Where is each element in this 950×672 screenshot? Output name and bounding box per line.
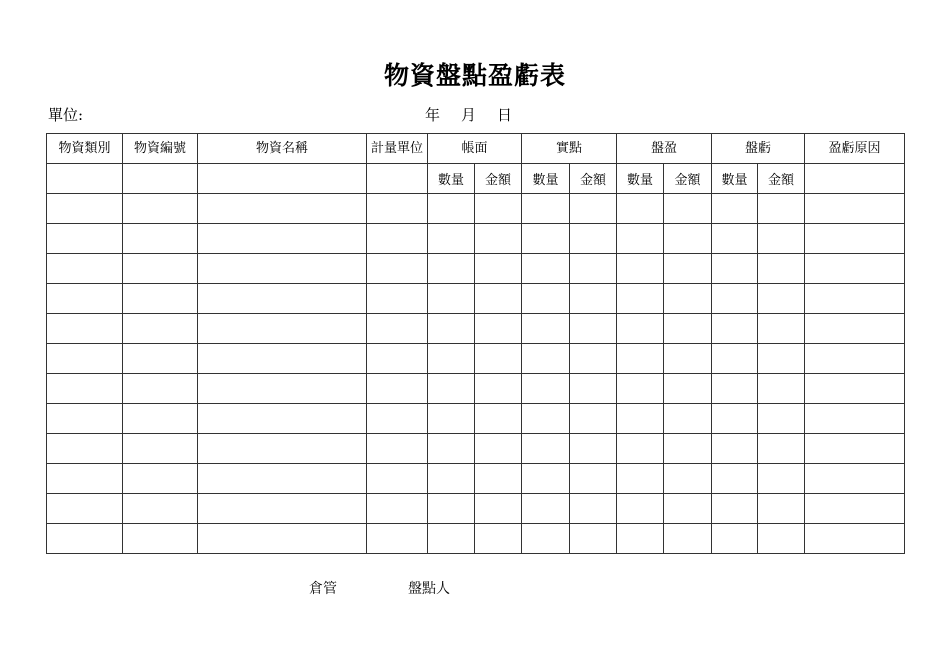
sub-header-book-amount: 金額 [475,164,522,194]
table-cell[interactable] [712,434,758,464]
table-cell[interactable] [805,374,905,404]
table-cell[interactable] [123,524,198,554]
table-cell[interactable] [123,434,198,464]
table-cell[interactable] [617,314,664,344]
table-cell[interactable] [367,344,428,374]
table-cell[interactable] [428,284,475,314]
table-cell[interactable] [664,224,712,254]
header-unit: 計量單位 [367,134,428,164]
table-cell[interactable] [758,314,805,344]
table-cell[interactable] [198,494,367,524]
table-cell[interactable] [367,494,428,524]
table-cell[interactable] [475,194,522,224]
table-cell[interactable] [570,314,617,344]
table-cell[interactable] [123,404,198,434]
table-cell[interactable] [664,254,712,284]
table-cell[interactable] [522,494,570,524]
table-cell[interactable] [758,374,805,404]
table-cell[interactable] [47,434,123,464]
table-cell[interactable] [712,464,758,494]
table-cell[interactable] [522,404,570,434]
table-cell[interactable] [570,194,617,224]
table-cell[interactable] [522,314,570,344]
table-cell[interactable] [475,344,522,374]
table-cell[interactable] [617,434,664,464]
table-cell[interactable] [664,494,712,524]
table-cell[interactable] [123,314,198,344]
table-row [47,524,905,554]
table-cell[interactable] [522,284,570,314]
table-cell[interactable] [367,374,428,404]
sub-header-surplus-amount: 金額 [664,164,712,194]
table-cell[interactable] [367,194,428,224]
table-cell[interactable] [475,404,522,434]
table-body [47,194,905,554]
inventory-table [46,133,905,554]
table-cell[interactable] [712,194,758,224]
table-cell[interactable] [570,224,617,254]
sub-header-empty [123,164,198,194]
table-cell[interactable] [198,464,367,494]
table-cell[interactable] [367,254,428,284]
table-cell[interactable] [475,284,522,314]
table-cell[interactable] [475,464,522,494]
table-cell[interactable] [570,524,617,554]
table-cell[interactable] [428,524,475,554]
table-cell[interactable] [617,344,664,374]
table-cell[interactable] [123,494,198,524]
table-cell[interactable] [47,374,123,404]
table-cell[interactable] [570,494,617,524]
table-cell[interactable] [47,464,123,494]
table-cell[interactable] [570,344,617,374]
table-cell[interactable] [522,464,570,494]
table-cell[interactable] [367,404,428,434]
table-cell[interactable] [664,314,712,344]
table-cell[interactable] [123,254,198,284]
sub-header-deficit-amount: 金額 [758,164,805,194]
table-cell[interactable] [712,494,758,524]
table-cell[interactable] [758,344,805,374]
table-cell[interactable] [522,194,570,224]
table-cell[interactable] [664,284,712,314]
table-cell[interactable] [570,284,617,314]
sub-header-empty [367,164,428,194]
table-row [47,224,905,254]
table-cell[interactable] [664,524,712,554]
table-cell[interactable] [805,494,905,524]
date-month-label: 月 [461,106,477,124]
date-year-label: 年 [425,106,441,124]
table-cell[interactable] [428,344,475,374]
table-cell[interactable] [758,224,805,254]
table-cell[interactable] [198,284,367,314]
table-cell[interactable] [664,434,712,464]
table-cell[interactable] [475,314,522,344]
table-cell[interactable] [522,524,570,554]
table-cell[interactable] [570,404,617,434]
table-cell[interactable] [428,434,475,464]
table-cell[interactable] [712,524,758,554]
table-cell[interactable] [617,194,664,224]
table-cell[interactable] [367,224,428,254]
table-cell[interactable] [758,494,805,524]
footer-keeper-label: 倉管 [309,581,337,597]
sub-header-deficit-qty: 數量 [712,164,758,194]
sub-header-empty [47,164,123,194]
table-cell[interactable] [712,344,758,374]
date-day-label: 日 [497,106,513,124]
table-cell[interactable] [805,314,905,344]
table-cell[interactable] [475,434,522,464]
sub-header-book-qty: 數量 [428,164,475,194]
table-cell[interactable] [664,344,712,374]
table-cell[interactable] [617,284,664,314]
table-cell[interactable] [123,194,198,224]
table-cell[interactable] [617,404,664,434]
table-cell[interactable] [805,524,905,554]
table-row [47,404,905,434]
table-cell[interactable] [198,254,367,284]
header-row-1 [47,134,905,164]
table-cell[interactable] [428,194,475,224]
header-reason: 盈虧原因 [805,134,905,164]
table-cell[interactable] [712,254,758,284]
table-cell[interactable] [198,434,367,464]
table-cell[interactable] [47,254,123,284]
table-cell[interactable] [123,344,198,374]
table-cell[interactable] [805,464,905,494]
table-cell[interactable] [617,224,664,254]
table-cell[interactable] [367,464,428,494]
table-cell[interactable] [522,254,570,284]
table-cell[interactable] [712,404,758,434]
sub-header-empty [805,164,905,194]
table-cell[interactable] [123,464,198,494]
table-cell[interactable] [367,524,428,554]
footer-counter-label: 盤點人 [408,581,450,597]
table-cell[interactable] [47,494,123,524]
table-cell[interactable] [805,224,905,254]
table-cell[interactable] [428,314,475,344]
table-cell[interactable] [522,434,570,464]
table-cell[interactable] [123,224,198,254]
table-row [47,344,905,374]
table-cell[interactable] [617,374,664,404]
table-cell[interactable] [522,374,570,404]
table-cell[interactable] [570,434,617,464]
table-cell[interactable] [617,254,664,284]
header-book: 帳面 [428,134,522,164]
table-cell[interactable] [758,284,805,314]
table-cell[interactable] [428,464,475,494]
table-cell[interactable] [664,194,712,224]
header-category: 物資類別 [47,134,123,164]
table-cell[interactable] [805,434,905,464]
table-cell[interactable] [367,284,428,314]
table-cell[interactable] [664,464,712,494]
table-cell[interactable] [47,284,123,314]
table-cell[interactable] [123,284,198,314]
table-cell[interactable] [522,224,570,254]
table-cell[interactable] [712,224,758,254]
unit-label: 單位: [48,106,84,124]
table-row [47,284,905,314]
table-cell[interactable] [428,254,475,284]
table-cell[interactable] [47,224,123,254]
header-deficit: 盤虧 [712,134,805,164]
sub-header-empty [198,164,367,194]
table-cell[interactable] [712,374,758,404]
table-row [47,254,905,284]
table-cell[interactable] [475,374,522,404]
table-row [47,434,905,464]
sub-header-actual-qty: 數量 [522,164,570,194]
table-row [47,494,905,524]
table-cell[interactable] [428,494,475,524]
table-cell[interactable] [570,374,617,404]
table-row [47,464,905,494]
table-cell[interactable] [47,344,123,374]
table-cell[interactable] [47,314,123,344]
table-cell[interactable] [198,194,367,224]
table-cell[interactable] [428,374,475,404]
date-line [425,104,512,125]
sub-header-surplus-qty: 數量 [617,164,664,194]
table-cell[interactable] [123,374,198,404]
table-cell[interactable] [712,314,758,344]
table-cell[interactable] [570,254,617,284]
table-cell[interactable] [198,524,367,554]
table-cell[interactable] [475,524,522,554]
table-cell[interactable] [758,434,805,464]
table-cell[interactable] [198,374,367,404]
table-cell[interactable] [805,194,905,224]
table-cell[interactable] [758,194,805,224]
table-row [47,194,905,224]
table-cell[interactable] [475,494,522,524]
table-cell[interactable] [805,344,905,374]
sub-header-actual-amount: 金額 [570,164,617,194]
table-cell[interactable] [47,524,123,554]
table-cell[interactable] [428,404,475,434]
table-cell[interactable] [758,464,805,494]
table-cell[interactable] [47,404,123,434]
header-actual: 實點 [522,134,617,164]
table-cell[interactable] [198,344,367,374]
table-cell[interactable] [617,494,664,524]
table-cell[interactable] [758,404,805,434]
table-cell[interactable] [617,464,664,494]
table-cell[interactable] [428,224,475,254]
table-cell[interactable] [198,314,367,344]
table-cell[interactable] [805,284,905,314]
header-surplus: 盤盈 [617,134,712,164]
table-cell[interactable] [475,224,522,254]
table-cell[interactable] [198,224,367,254]
table-cell[interactable] [367,434,428,464]
table-cell[interactable] [522,344,570,374]
table-cell[interactable] [805,254,905,284]
table-cell[interactable] [805,404,905,434]
header-row-2 [47,164,905,194]
table-cell[interactable] [664,404,712,434]
table-cell[interactable] [475,254,522,284]
form-title: 物資盤點盈虧表 [383,61,566,90]
table-row [47,314,905,344]
table-cell[interactable] [198,404,367,434]
table-cell[interactable] [367,314,428,344]
table-row [47,374,905,404]
table-cell[interactable] [758,254,805,284]
table-cell[interactable] [664,374,712,404]
table-cell[interactable] [570,464,617,494]
header-item-name: 物資名稱 [198,134,367,164]
table-cell[interactable] [758,524,805,554]
header-item-number: 物資編號 [123,134,198,164]
table-cell[interactable] [47,194,123,224]
table-cell[interactable] [617,524,664,554]
table-cell[interactable] [712,284,758,314]
